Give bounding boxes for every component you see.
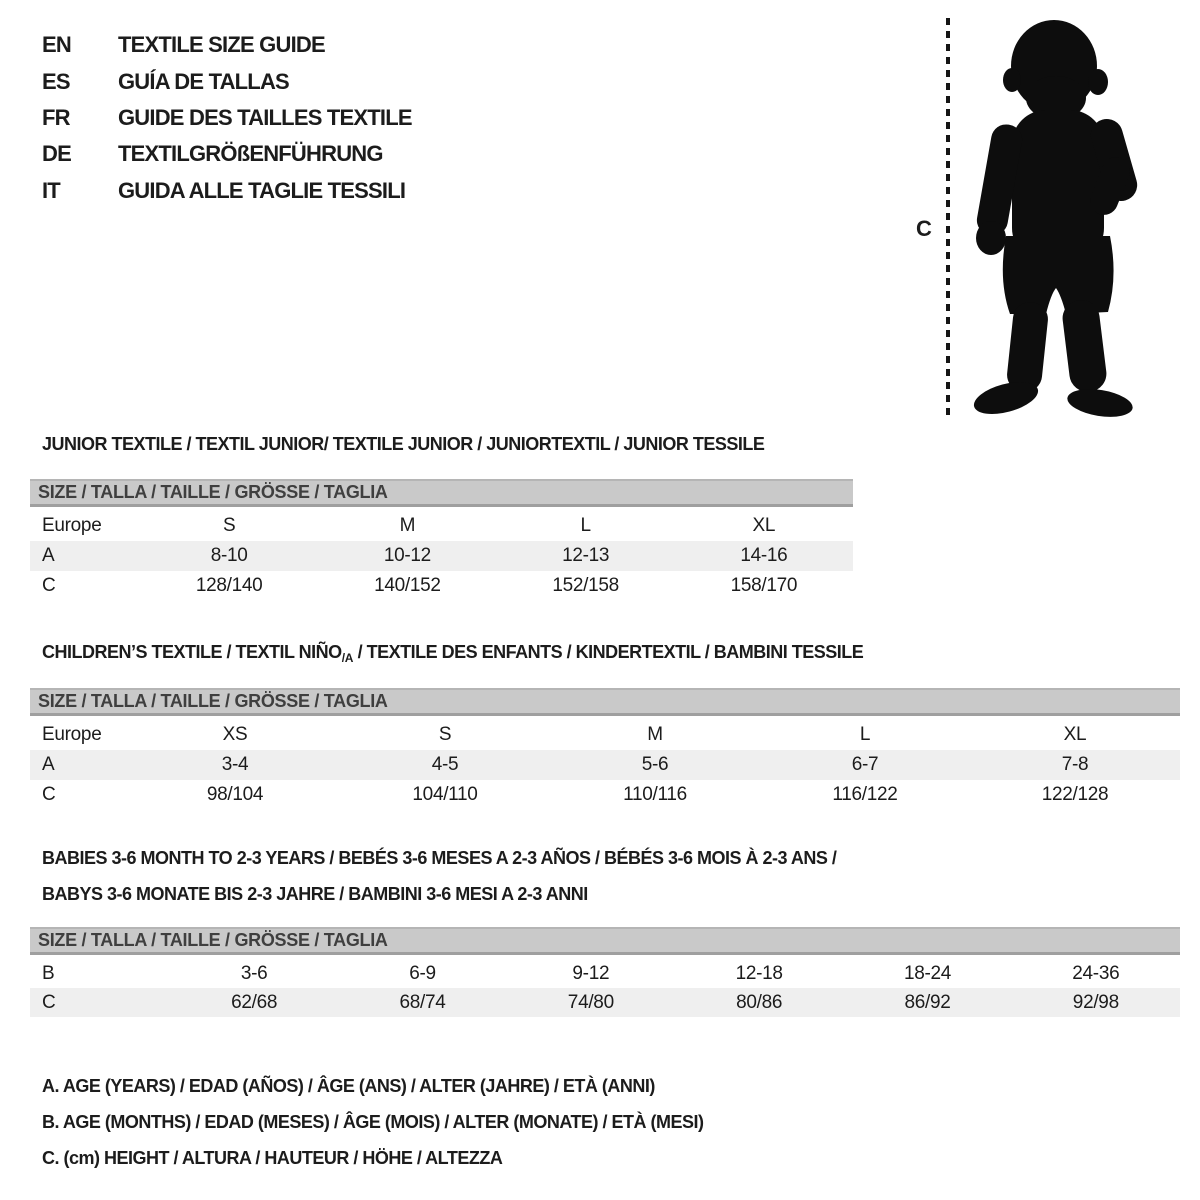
row-label: Europe: [42, 515, 102, 536]
children-section-heading: [42, 642, 863, 665]
table-cell: 158/170: [730, 575, 798, 596]
table-cell: 104/110: [412, 784, 478, 805]
note-age-months: B. AGE (MONTHS) / EDAD (MESES) / ÂGE (MOIS) / ALTER (MONATE) / ETÀ (MESI): [42, 1111, 704, 1132]
table-cell: 6-9: [409, 962, 436, 984]
table-cell: 68/74: [399, 991, 446, 1013]
table-cell: 3-4: [221, 754, 249, 775]
table-cell: S: [222, 515, 236, 536]
table-cell: 4-5: [431, 754, 459, 775]
table-cell: M: [399, 515, 416, 536]
legend-notes: [42, 1068, 703, 1176]
row-label: C: [42, 784, 56, 805]
table-cell: L: [859, 724, 871, 745]
row-label: A: [42, 754, 55, 775]
size-table-header: SIZE / TALLA / TAILLE / GRÖSSE / TAGLIA: [30, 479, 853, 507]
table-cell: S: [438, 724, 452, 745]
table-cell: 110/116: [623, 784, 687, 805]
row-label: C: [42, 991, 56, 1013]
table-cell: 116/122: [832, 784, 898, 805]
table-cell: L: [580, 515, 591, 536]
table-row-age-months: [30, 959, 1180, 988]
note-height: C. (cm) HEIGHT / ALTURA / HAUTEUR / HÖHE / ALTEZZA: [42, 1147, 503, 1168]
table-cell: 14-16: [740, 545, 788, 566]
row-label: C: [42, 575, 56, 596]
table-cell: 18-24: [903, 962, 952, 984]
height-measure-label: C: [916, 216, 932, 241]
table-cell: 12-13: [562, 545, 610, 566]
language-row: [42, 27, 412, 63]
heading-text: CHILDREN’S TEXTILE / TEXTIL NIÑO: [42, 642, 342, 662]
children-size-table: [30, 688, 1180, 810]
table-cell: 24-36: [1072, 962, 1120, 984]
row-label: B: [42, 962, 55, 984]
table-cell: M: [647, 724, 663, 745]
table-cell: 128/140: [195, 575, 263, 596]
table-cell: 6-7: [851, 754, 879, 775]
size-table-header: SIZE / TALLA / TAILLE / GRÖSSE / TAGLIA: [30, 927, 1180, 955]
size-table-header: SIZE / TALLA / TAILLE / GRÖSSE / TAGLIA: [30, 688, 1180, 716]
table-cell: 80/86: [736, 991, 783, 1013]
table-row-height: [30, 780, 1180, 810]
table-cell: 74/80: [567, 991, 614, 1013]
table-cell: 7-8: [1061, 754, 1089, 775]
heading-subscript: /A: [341, 651, 354, 665]
table-row-height: [30, 988, 1180, 1017]
junior-section-heading: JUNIOR TEXTILE / TEXTIL JUNIOR/ TEXTILE JUNIOR / JUNIORTEXTIL / JUNIOR TESSILE: [42, 434, 765, 454]
row-label: Europe: [42, 724, 102, 745]
language-title: TEXTILE SIZE GUIDE: [118, 32, 325, 58]
table-cell: 86/92: [904, 991, 951, 1013]
babies-size-table: [30, 927, 1180, 1017]
row-label: A: [42, 545, 55, 566]
language-title: GUIDE DES TAILLES TEXTILE: [118, 104, 412, 130]
language-code: IT: [42, 177, 60, 203]
language-row: [42, 136, 412, 172]
language-title: GUÍA DE TALLAS: [118, 68, 289, 94]
note-age-years: A. AGE (YEARS) / EDAD (AÑOS) / ÂGE (ANS) / ALTER (JAHRE) / ETÀ (ANNI): [42, 1075, 655, 1096]
table-cell: 62/68: [231, 991, 278, 1013]
language-row: [42, 100, 412, 136]
language-code: EN: [42, 32, 71, 58]
table-row-height: [30, 571, 853, 601]
table-cell: 122/128: [1041, 784, 1109, 805]
table-cell: XL: [752, 515, 776, 536]
language-title: TEXTILGRÖßENFÜHRUNG: [118, 141, 383, 167]
language-row: [42, 173, 412, 209]
table-cell: 8-10: [210, 545, 248, 566]
table-cell: 152/158: [552, 575, 619, 596]
table-row-age: [30, 750, 1180, 780]
table-cell: 140/152: [374, 575, 441, 596]
language-code: DE: [42, 141, 71, 167]
table-cell: 98/104: [206, 784, 264, 805]
language-code: ES: [42, 68, 70, 94]
language-row: [42, 63, 412, 99]
table-cell: 3-6: [240, 962, 268, 984]
table-cell: 12-18: [735, 962, 783, 984]
baby-silhouette-icon: [960, 18, 1142, 418]
height-measure-line: [946, 18, 950, 416]
table-cell: 9-12: [572, 962, 610, 984]
babies-section-heading-line2: BABYS 3-6 MONATE BIS 2-3 JAHRE / BAMBINI 3-6 MESI A 2-3 ANNI: [42, 884, 588, 904]
table-cell: 10-12: [383, 545, 431, 566]
language-title-list: [42, 27, 412, 209]
junior-size-table: [30, 479, 853, 601]
language-title: GUIDA ALLE TAGLIE TESSILI: [118, 177, 406, 203]
table-cell: 5-6: [641, 754, 669, 775]
table-row-age: [30, 541, 853, 571]
table-row-europe: [30, 511, 853, 541]
table-row-europe: [30, 720, 1180, 750]
table-cell: XL: [1063, 724, 1087, 745]
table-cell: 92/98: [1072, 991, 1119, 1013]
babies-section-heading-line1: BABIES 3-6 MONTH TO 2-3 YEARS / BEBÉS 3-6 MESES A 2-3 AÑOS / BÉBÉS 3-6 MOIS À 2-3 ANS /: [42, 848, 837, 868]
heading-text: / TEXTILE DES ENFANTS / KINDERTEXTIL / BAMBINI TESSILE: [353, 642, 864, 662]
language-code: FR: [42, 104, 70, 130]
table-cell: XS: [222, 724, 248, 745]
